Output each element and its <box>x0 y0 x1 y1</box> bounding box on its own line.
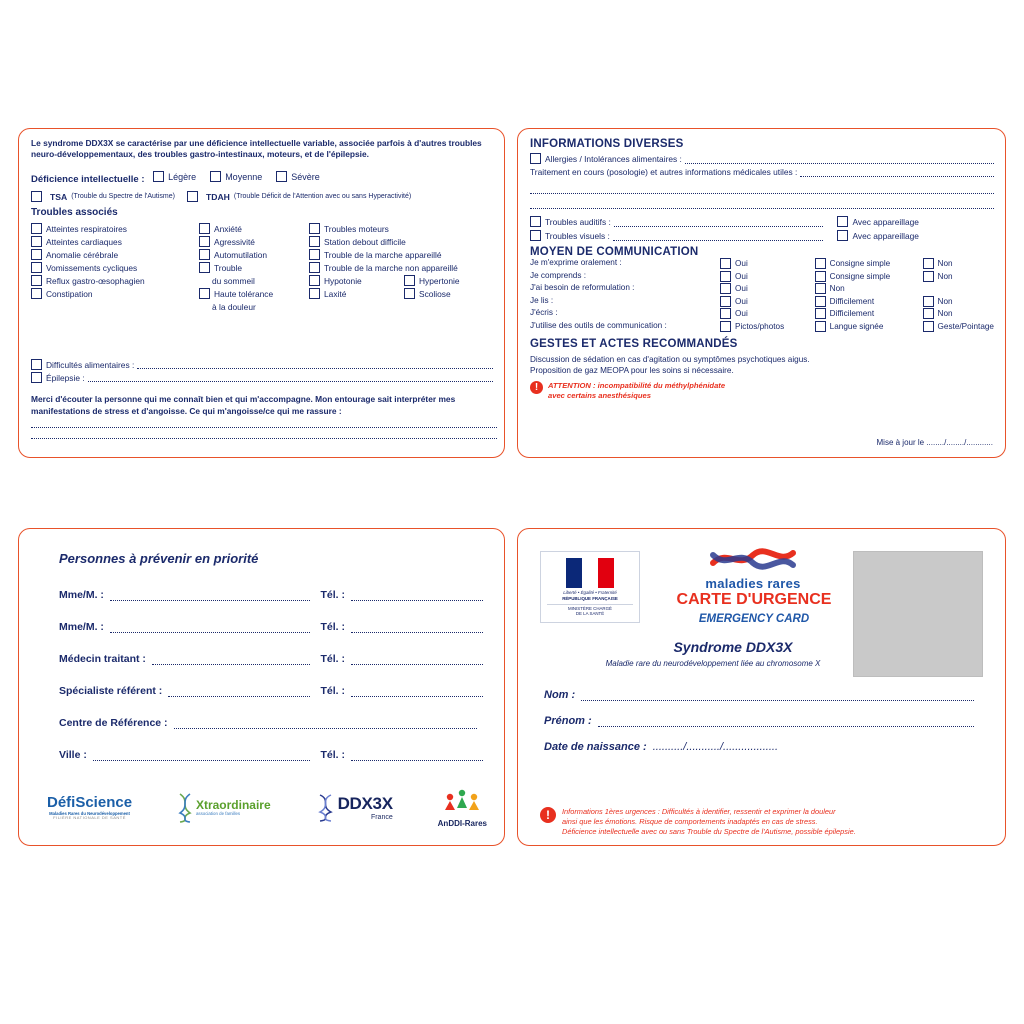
checkbox-option[interactable] <box>923 321 994 332</box>
troubles-sensoriels <box>530 213 994 241</box>
warning-icon: ! <box>540 807 556 823</box>
communication-table <box>530 258 994 333</box>
row-label: J'utilise des outils de communication : <box>530 320 667 330</box>
checkbox-icon[interactable] <box>720 283 731 294</box>
checkbox-item[interactable] <box>31 275 199 288</box>
checkbox-icon[interactable] <box>923 321 934 332</box>
item-label: Atteintes cardiaques <box>46 237 122 248</box>
checkbox-item[interactable] <box>309 249 499 262</box>
checkbox-icon[interactable] <box>923 296 934 307</box>
gestes-text <box>530 354 994 377</box>
row-label: Je comprends : <box>530 270 586 280</box>
contact-row-centre[interactable] <box>59 717 483 729</box>
deficience-row <box>31 171 493 185</box>
anddhrares-logo <box>438 787 487 828</box>
maladies-rares-text: maladies rares <box>705 576 801 591</box>
row-label: Médecin traitant : <box>59 653 146 665</box>
checkbox-option[interactable] <box>815 283 923 294</box>
card-front-left-panel <box>18 128 505 458</box>
field-label: Épilepsie : <box>46 373 85 384</box>
checkbox-icon[interactable] <box>720 308 731 319</box>
checkbox-item[interactable] <box>31 262 199 275</box>
contact-row-2[interactable] <box>59 621 483 633</box>
checkbox-item[interactable] <box>199 262 309 275</box>
tdah-description: (Trouble Déficit de l'Attention avec ou sans Hyperactivité) <box>233 193 412 200</box>
checkbox-option[interactable] <box>720 271 815 282</box>
troubles-associes-title: Troubles associés <box>31 207 118 218</box>
checkbox-item[interactable] <box>31 249 199 262</box>
checkbox-option[interactable] <box>815 321 923 332</box>
item-label: Trouble <box>214 263 243 274</box>
contact-row-ville[interactable] <box>59 749 483 761</box>
warning-line: Déficience intellectuelle avec ou sans Trouble du Spectre de l'Autisme, possible épilepsie. <box>562 827 856 837</box>
item-label: Anomalie cérébrale <box>46 250 119 261</box>
tdah-label: TDAH <box>205 191 230 202</box>
row-label: Mme/M. : <box>59 621 104 633</box>
dotted-input[interactable] <box>614 217 824 227</box>
field-label: Troubles auditifs : <box>545 216 611 227</box>
checkbox-icon[interactable] <box>199 288 210 299</box>
checkbox-avec-appareillage-auditif[interactable] <box>837 216 994 227</box>
option-label: Oui <box>735 296 748 306</box>
dotted-input[interactable] <box>351 622 483 633</box>
troubles-column-2 <box>199 223 309 314</box>
field-troubles-visuels[interactable] <box>530 230 823 241</box>
row-label: Centre de Référence : <box>59 717 168 729</box>
checkbox-icon[interactable] <box>210 171 221 182</box>
dotted-input[interactable] <box>530 198 994 209</box>
lower-fields <box>31 359 493 386</box>
row-label: J'écris : <box>530 308 558 317</box>
checkbox-icon[interactable] <box>31 359 42 370</box>
logo-subtext: Maladies Rares du Neurodéveloppement <box>49 810 130 816</box>
checkbox-icon[interactable] <box>31 223 42 234</box>
informations-diverses-title: INFORMATIONS DIVERSES <box>530 138 684 150</box>
table-row <box>530 308 994 321</box>
tel-label: Tél. : <box>320 685 345 697</box>
option-label: Difficilement <box>829 296 875 306</box>
field-epilepsie[interactable] <box>31 372 493 385</box>
item-label: Laxité <box>324 289 347 300</box>
warning-icon: ! <box>530 381 543 394</box>
checkbox-icon[interactable] <box>815 271 826 282</box>
warning-line: Informations 1ères urgences : Difficultés à identifier, ressentir et exprimer la douleur <box>562 807 836 817</box>
merci-text <box>31 393 497 439</box>
table-row <box>530 283 994 296</box>
dotted-input[interactable] <box>351 590 483 601</box>
checkbox-icon[interactable] <box>837 216 848 227</box>
xtraordinaire-logo <box>177 793 271 823</box>
logo-subtext: association de familles <box>195 811 241 817</box>
checkbox-icon[interactable] <box>199 223 210 234</box>
field-label: Allergies / Intolérances alimentaires : <box>545 153 682 164</box>
dna-icon <box>177 793 193 823</box>
dotted-input[interactable] <box>800 167 994 177</box>
carte-urgence-title: CARTE D'URGENCE <box>676 591 832 608</box>
checkbox-item[interactable] <box>404 288 451 301</box>
option-label: Consigne simple <box>829 259 891 268</box>
syndrome-subtitle: Maladie rare du neurodéveloppement liée au chromosome X <box>605 659 821 668</box>
checkbox-legere[interactable] <box>153 171 196 182</box>
warning-line: ainsi que les émotions. Risque de comportements inadaptés en cas de stress. <box>562 817 818 827</box>
troubles-columns <box>31 223 501 314</box>
item-label: Hypertonie <box>419 276 460 287</box>
table-row <box>530 271 994 284</box>
checkbox-item[interactable] <box>31 236 199 249</box>
checkbox-moyenne[interactable] <box>210 171 262 182</box>
field-label: Prénom : <box>544 715 592 727</box>
checkbox-item[interactable] <box>309 275 404 288</box>
option-label: Avec appareillage <box>852 216 919 227</box>
option-label: Sévère <box>291 171 320 182</box>
checkbox-icon[interactable] <box>31 249 42 260</box>
field-label: Date de naissance : <box>544 741 647 753</box>
table-row <box>530 296 994 309</box>
checkbox-item[interactable] <box>309 288 404 301</box>
warning-text <box>562 807 856 837</box>
tel-label: Tél. : <box>320 589 345 601</box>
checkbox-tsa[interactable] <box>31 191 42 202</box>
option-label: Oui <box>735 309 748 318</box>
dotted-input[interactable] <box>93 750 311 761</box>
attention-line: avec certains anesthésiques <box>548 390 651 400</box>
checkbox-option[interactable] <box>720 308 815 319</box>
checkbox-icon[interactable] <box>199 262 210 273</box>
checkbox-icon[interactable] <box>31 288 42 299</box>
dna-helix-icon <box>316 794 334 822</box>
checkbox-item[interactable] <box>199 236 309 249</box>
card-front-right-panel <box>517 128 1006 458</box>
defiscience-logo <box>47 795 132 821</box>
option-label: Difficilement <box>829 309 875 318</box>
emergency-card-title: EMERGENCY CARD <box>698 613 810 625</box>
dotted-input[interactable] <box>110 590 311 601</box>
attention-line: ATTENTION : incompatibilité du méthylphénidate <box>548 380 726 390</box>
dotted-input[interactable] <box>598 716 974 727</box>
checkbox-icon[interactable] <box>530 153 541 164</box>
checkbox-item[interactable] <box>199 223 309 236</box>
tsa-description: (Trouble du Spectre de l'Autisme) <box>71 193 175 200</box>
checkbox-item[interactable] <box>309 236 499 249</box>
flag-motto: Liberté • Égalité • Fraternité <box>563 590 617 595</box>
dotted-input[interactable] <box>174 718 477 729</box>
gestes-line: Proposition de gaz MEOPA pour les soins si nécessaire. <box>530 366 734 376</box>
checkbox-icon[interactable] <box>720 258 731 269</box>
dotted-input[interactable] <box>351 686 483 697</box>
checkbox-icon[interactable] <box>923 258 934 269</box>
identity-fields <box>544 689 974 767</box>
item-label: Automutilation <box>214 250 268 261</box>
checkbox-icon[interactable] <box>31 262 42 273</box>
item-label: Haute tolérance <box>214 289 274 300</box>
checkbox-option[interactable] <box>720 258 815 269</box>
item-label: Scoliose <box>419 289 451 300</box>
tel-label: Tél. : <box>320 621 345 633</box>
option-label: Oui <box>735 271 748 281</box>
option-label: Oui <box>735 284 748 293</box>
merci-label: Merci d'écouter la personne qui me connaît bien et qui m'accompagne. Mon entourage sait interpréter mes manifestations de stress et d'angoisse. Ce qui m'angoisse/ce qui me rassure : <box>31 394 456 417</box>
option-label: Consigne simple <box>829 271 891 281</box>
checkbox-item[interactable] <box>199 249 309 262</box>
logo-subtext: FILIÈRE NATIONALE DE SANTÉ <box>53 815 126 821</box>
front-right-content <box>530 138 994 401</box>
dotted-input[interactable] <box>530 183 994 194</box>
checkbox-icon[interactable] <box>815 321 826 332</box>
checkbox-option[interactable] <box>923 296 994 307</box>
item-label: Trouble de la marche non appareillé <box>324 263 458 274</box>
dotted-input[interactable] <box>152 654 311 665</box>
row-label: Mme/M. : <box>59 589 104 601</box>
checkbox-icon[interactable] <box>199 236 210 247</box>
option-label: Non <box>937 271 953 281</box>
item-sublabel: à la douleur <box>212 302 256 313</box>
checkbox-option[interactable] <box>923 308 994 319</box>
field-label: Difficultés alimentaires : <box>46 360 135 370</box>
item-label: Anxiété <box>214 224 242 234</box>
item-label: Constipation <box>46 289 93 300</box>
dotted-input[interactable] <box>110 622 311 633</box>
option-label: Légère <box>168 171 197 182</box>
field-prenom[interactable] <box>544 715 974 727</box>
field-troubles-auditifs[interactable] <box>530 216 823 227</box>
dotted-input[interactable] <box>351 654 483 665</box>
dotted-input[interactable] <box>351 750 483 761</box>
troubles-column-3 <box>309 223 499 314</box>
checkbox-icon[interactable] <box>923 308 934 319</box>
syndrome-title: Syndrome DDX3X <box>673 639 793 655</box>
checkbox-icon[interactable] <box>31 275 42 286</box>
mise-a-jour-field[interactable]: Mise à jour le ......../......../............ <box>876 438 993 447</box>
tsa-tdah-row <box>31 191 501 202</box>
checkbox-icon[interactable] <box>404 288 415 299</box>
checkbox-icon[interactable] <box>815 258 826 269</box>
checkbox-icon[interactable] <box>720 296 731 307</box>
checkbox-icon[interactable] <box>31 236 42 247</box>
checkbox-icon[interactable] <box>815 308 826 319</box>
field-allergies[interactable] <box>530 153 994 164</box>
item-label: Reflux gastro-œsophagien <box>46 276 145 287</box>
dotted-input[interactable] <box>137 359 493 369</box>
checkbox-tdah[interactable] <box>187 191 198 202</box>
contact-row-1[interactable] <box>59 589 483 601</box>
checkbox-icon[interactable] <box>309 223 320 234</box>
ministry-line: DE LA SANTÉ <box>575 611 605 616</box>
checkbox-option[interactable] <box>923 258 994 269</box>
item-label: Troubles moteurs <box>324 224 389 234</box>
option-label: Avec appareillage <box>852 230 919 241</box>
flag-title: RÉPUBLIQUE FRANÇAISE <box>562 596 618 601</box>
logo-text: Xtraordinaire <box>195 797 271 812</box>
gestes-actes-title: GESTES ET ACTES RECOMMANDÉS <box>530 338 738 350</box>
troubles-column-1 <box>31 223 199 314</box>
deficience-label: Déficience intellectuelle : <box>31 174 145 185</box>
option-label: Oui <box>735 259 748 268</box>
dotted-input[interactable] <box>31 437 497 439</box>
warning-block <box>540 807 980 837</box>
checkbox-item[interactable] <box>31 288 199 301</box>
photo-placeholder[interactable] <box>853 551 983 677</box>
logo-text: DéfiScience <box>47 794 133 812</box>
checkbox-item[interactable] <box>404 275 460 288</box>
republique-francaise-logo <box>540 551 640 623</box>
dotted-input[interactable] <box>88 372 493 382</box>
checkbox-option[interactable] <box>720 283 815 294</box>
checkbox-option[interactable] <box>815 258 923 269</box>
field-difficultes-alimentaires[interactable] <box>31 359 493 372</box>
ddx3x-logo <box>316 794 393 822</box>
option-label: Langue signée <box>829 321 884 331</box>
checkbox-option[interactable] <box>815 271 923 282</box>
ministry-line: MINISTÈRE CHARGÉ <box>568 606 612 611</box>
checkbox-option[interactable] <box>720 296 815 307</box>
contact-row-medecin[interactable] <box>59 653 483 665</box>
french-flag-icon <box>566 558 614 588</box>
moyen-communication-title: MOYEN DE COMMUNICATION <box>530 246 699 258</box>
checkbox-icon[interactable] <box>720 271 731 282</box>
checkbox-option[interactable] <box>815 296 923 307</box>
logo-subtext: France <box>370 813 393 821</box>
logo-text: AnDDI-Rares <box>437 818 487 828</box>
intro-text: Le syndrome DDX3X se caractérise par une déficience intellectuelle variable, associée parfois à d'autres troubles neuro-développementaux, des troubles gastro-intestinaux, moteurs, et de l'épilepsie. <box>31 138 482 160</box>
field-label: Nom : <box>544 689 576 701</box>
checkbox-option[interactable] <box>815 308 923 319</box>
option-label: Non <box>937 259 953 268</box>
checkbox-icon[interactable] <box>309 236 320 247</box>
checkbox-icon[interactable] <box>404 275 415 286</box>
checkbox-option[interactable] <box>923 271 994 282</box>
checkbox-severe[interactable] <box>276 171 320 182</box>
checkbox-icon[interactable] <box>815 296 826 307</box>
dotted-input[interactable] <box>613 231 824 241</box>
item-label: Atteintes respiratoires <box>46 224 127 234</box>
row-label: J'ai besoin de reformulation : <box>530 283 635 292</box>
personnes-a-prevenir-title: Personnes à prévenir en priorité <box>59 551 259 566</box>
checkbox-option[interactable] <box>720 321 815 332</box>
people-icon <box>440 787 484 817</box>
tsa-label: TSA <box>50 191 68 202</box>
checkbox-item[interactable] <box>31 223 199 236</box>
field-date-naissance[interactable] <box>544 741 974 753</box>
dotted-input[interactable] <box>168 686 310 697</box>
checkbox-avec-appareillage-visuel[interactable] <box>837 230 994 241</box>
checkbox-item[interactable] <box>309 223 499 236</box>
checkbox-icon[interactable] <box>530 216 541 227</box>
checkbox-icon[interactable] <box>720 321 731 332</box>
field-label: Traitement en cours (posologie) et autres informations médicales utiles : <box>530 167 798 177</box>
option-label: Geste/Pointage <box>937 321 994 331</box>
logo-strip <box>47 779 487 837</box>
checkbox-icon[interactable] <box>530 230 541 241</box>
row-label: Ville : <box>59 749 87 761</box>
ribbon-icon <box>705 547 801 571</box>
maladies-rares-logo <box>658 547 848 591</box>
row-label: Je m'exprime oralement : <box>530 258 622 267</box>
option-label: Pictos/photos <box>735 321 785 331</box>
contact-row-specialiste[interactable] <box>59 685 483 697</box>
item-label: Hypotonie <box>324 276 362 287</box>
item-label: Agressivité <box>214 237 255 248</box>
field-nom[interactable] <box>544 689 974 701</box>
checkbox-icon[interactable] <box>276 171 287 182</box>
dotted-input[interactable] <box>581 690 974 701</box>
field-traitement[interactable] <box>530 167 994 209</box>
option-label: Non <box>937 296 953 306</box>
gestes-line: Discussion de sédation en cas d'agitation ou symptômes psychotiques aigus. <box>530 355 810 364</box>
row-label: Spécialiste référent : <box>59 685 163 697</box>
checkbox-icon[interactable] <box>199 249 210 260</box>
option-label: Non <box>829 284 845 293</box>
logo-text: DDX3X <box>337 793 393 813</box>
card-back-left-panel <box>18 528 505 846</box>
item-sublabel: du sommeil <box>212 276 255 287</box>
card-back-right-panel <box>517 528 1006 846</box>
checkbox-icon[interactable] <box>309 262 320 273</box>
checkbox-icon[interactable] <box>923 271 934 282</box>
checkbox-item[interactable] <box>199 288 309 301</box>
checkbox-icon[interactable] <box>309 275 320 286</box>
checkbox-icon[interactable] <box>815 283 826 294</box>
tel-label: Tél. : <box>320 749 345 761</box>
checkbox-item[interactable] <box>309 262 499 275</box>
field-label: Troubles visuels : <box>545 230 610 241</box>
checkbox-icon[interactable] <box>309 249 320 260</box>
item-label: Station debout difficile <box>324 237 406 248</box>
checkbox-icon[interactable] <box>31 372 42 383</box>
item-label: Trouble de la marche appareillé <box>324 250 442 261</box>
table-row <box>530 258 994 271</box>
dotted-input[interactable] <box>685 154 994 164</box>
option-label: Moyenne <box>225 171 263 182</box>
date-format-hint[interactable]: ........../.........../.................. <box>652 741 779 753</box>
checkbox-icon[interactable] <box>309 288 320 299</box>
dotted-input[interactable] <box>31 426 497 428</box>
attention-block <box>530 381 994 401</box>
option-label: Non <box>937 309 953 318</box>
item-label: Vomissements cycliques <box>46 263 138 274</box>
tel-label: Tél. : <box>320 653 345 665</box>
checkbox-icon[interactable] <box>837 230 848 241</box>
row-label: Je lis : <box>530 295 554 305</box>
checkbox-icon[interactable] <box>153 171 164 182</box>
table-row <box>530 321 994 334</box>
